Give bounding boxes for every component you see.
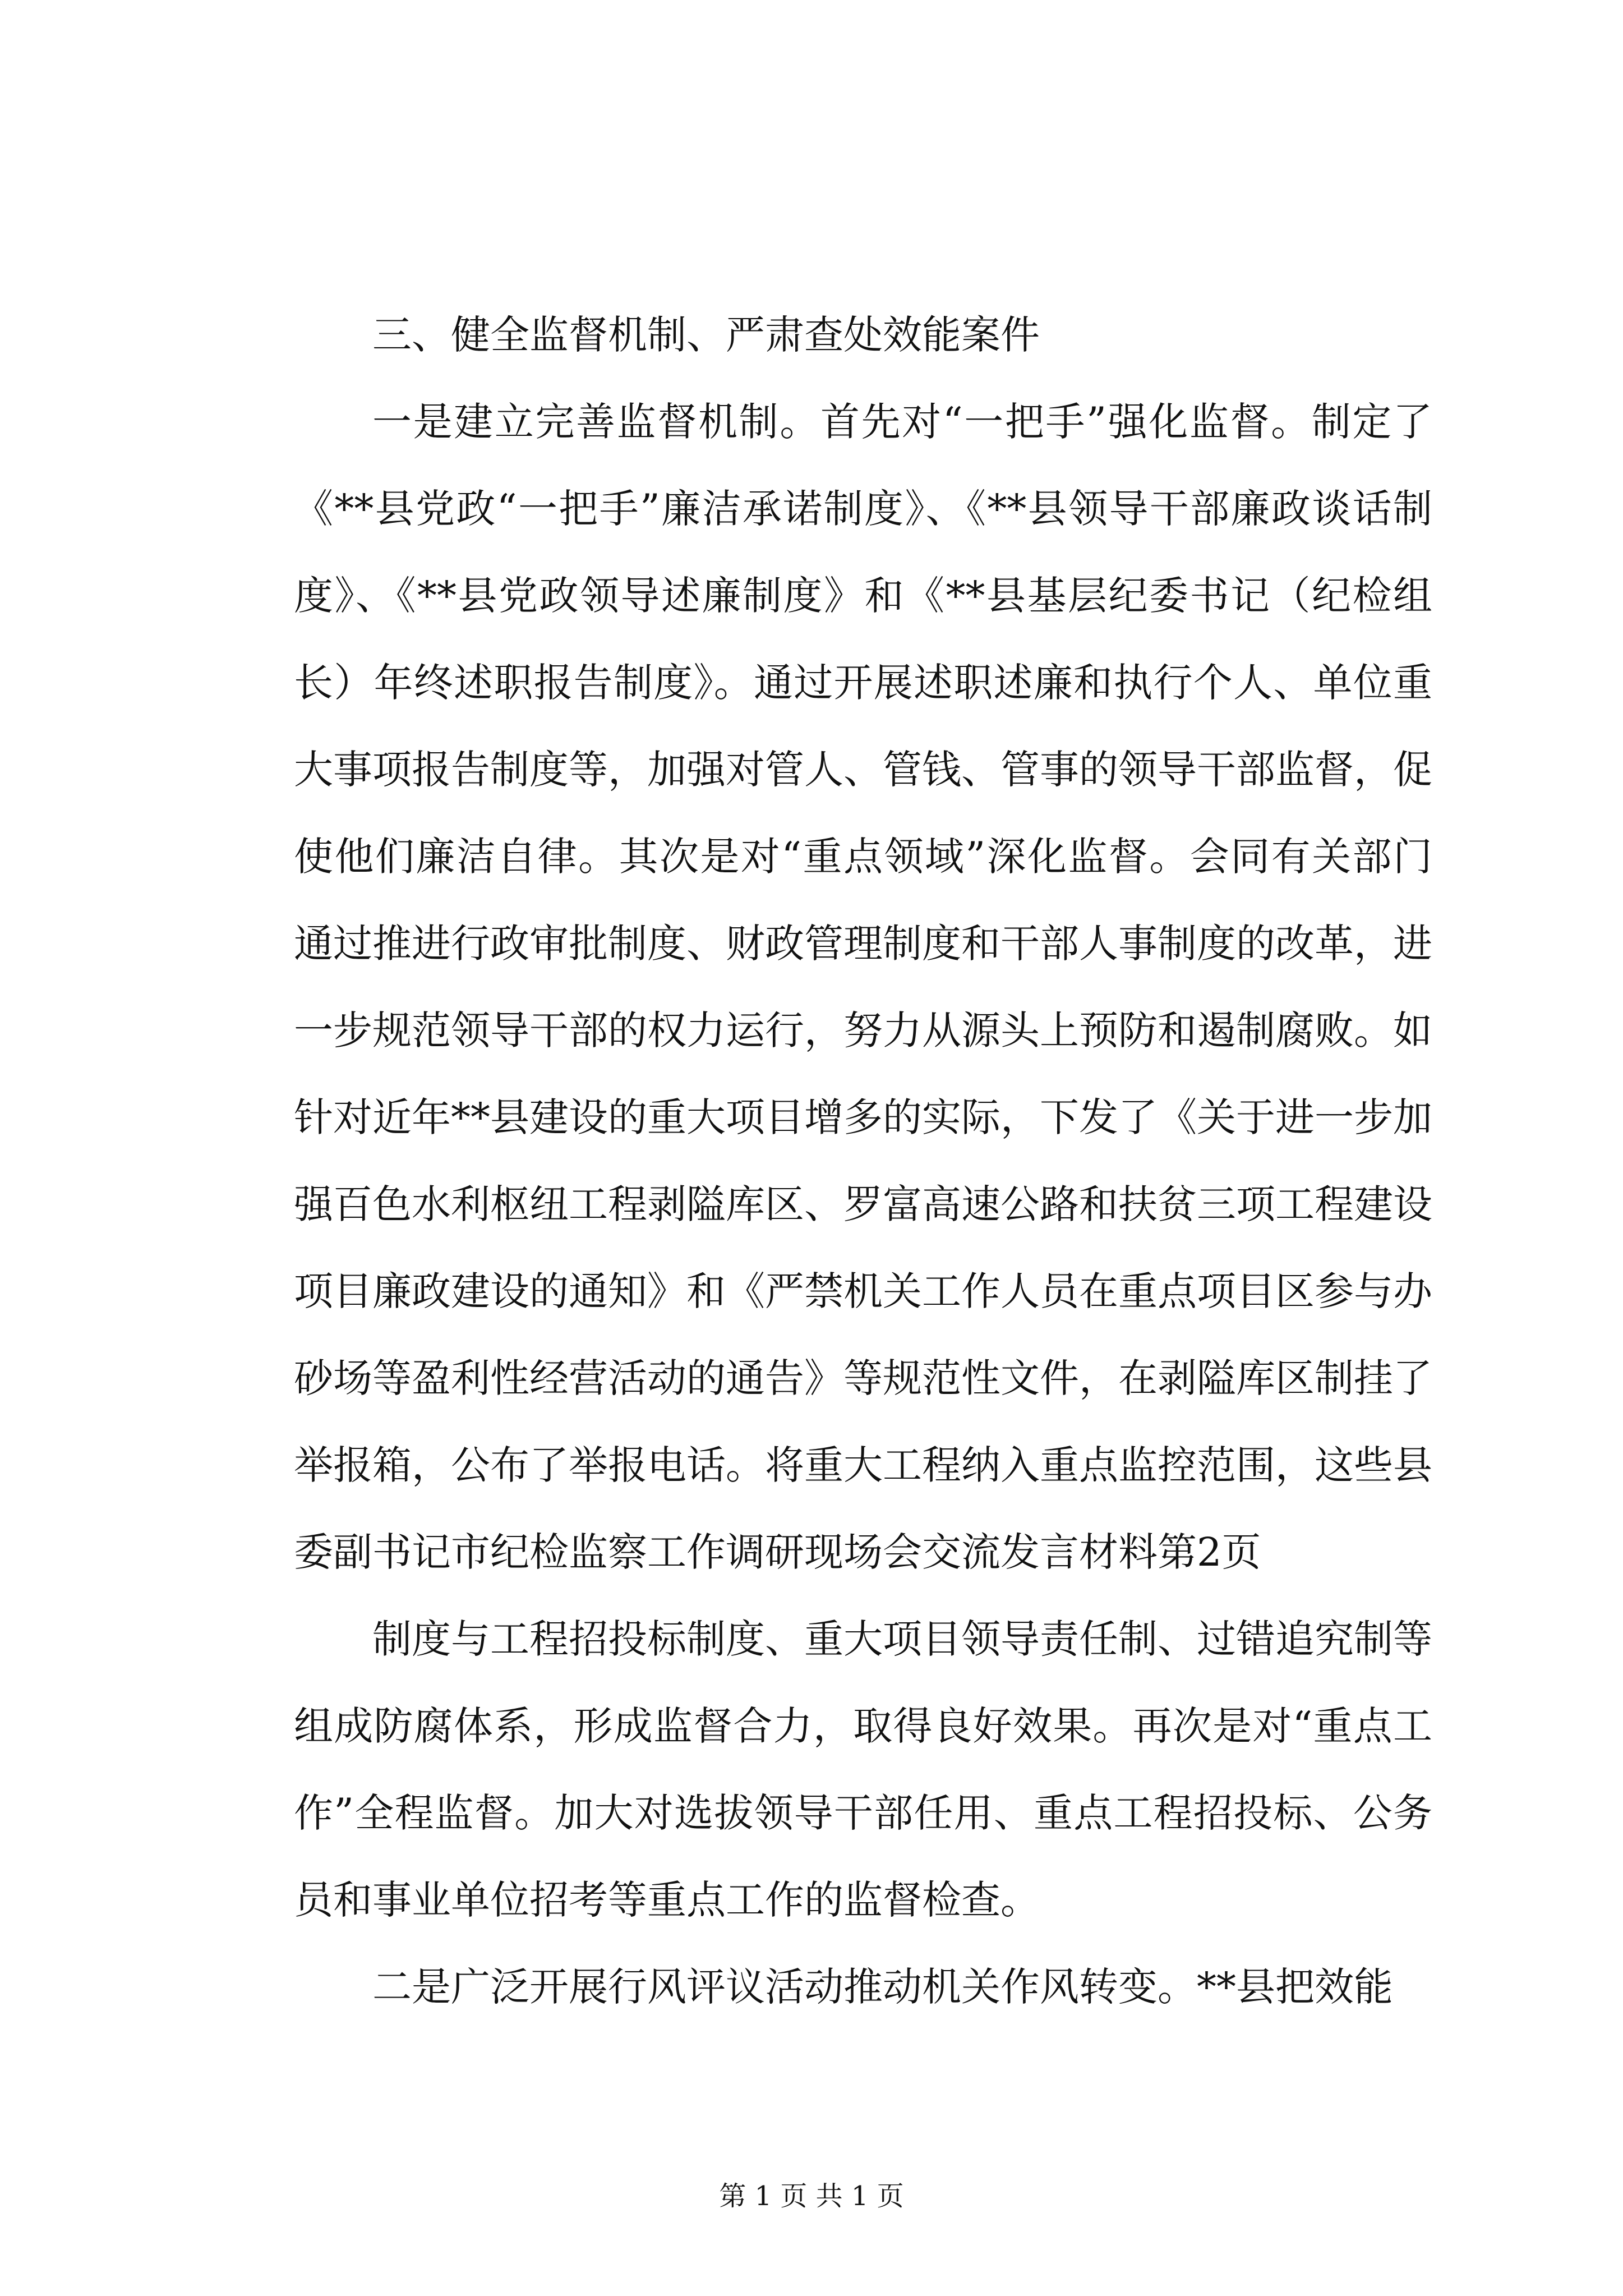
paragraph-anti-corruption-system: 制度与工程招投标制度、重大项目领导责任制、过错追究制等组成防腐体系，形成监督合力，取得良好效果。再次是对“重点工作”全程监督。加大对选拔领导干部任用、重点工程招投标、公务员和事业单位招考等重点工作的监督检查。 bbox=[294, 1616, 1432, 1923]
paragraph-supervision-mechanism: 一是建立完善监督机制。首先对“一把手”强化监督。制定了《**县党政“一把手”廉洁承诺制度》、《**县领导干部廉政谈话制度》、《**县党政领导述廉制度》和《**县基层纪委书记（纪检组长）年终述职报告制度》。通过开展述职述廉和执行个人、单位重大事项报告制度等，加强对管人、管钱、管事的领导干部监督，促使他们廉洁自律。其次是对“重点领域”深化监督。会同有关部门通过推进行政审批制度、财政管理制度和干部人事制度的改革，进一步规范领导干部的权力运行，努力从源头上预防和遏制腐败。如针对近年**县建设的重大项目增多的实际，下发了《关于进一步加强百色水利枢纽工程剥隘库区、罗富高速公路和扶贫三项工程建设项目廉政建设的通知》和《严禁机关工作人员在重点项目区参与办砂场等盈利性经营活动的通告》等规范性文件，在剥隘库区制挂了举报箱，公布了举报电话。将重大工程纳入重点监控范围，这些县委副书记市纪检监察工作调研现场会交流发言材料第2页 bbox=[294, 399, 1432, 1575]
document-body bbox=[294, 292, 1432, 2031]
paragraph-conduct-evaluation: 二是广泛开展行风评议活动推动机关作风转变。**县把效能 bbox=[372, 1964, 1393, 2010]
page-footer: 第 1 页 共 1 页 bbox=[719, 2180, 904, 2212]
section-heading: 三、健全监督机制、严肃查处效能案件 bbox=[372, 312, 1040, 358]
